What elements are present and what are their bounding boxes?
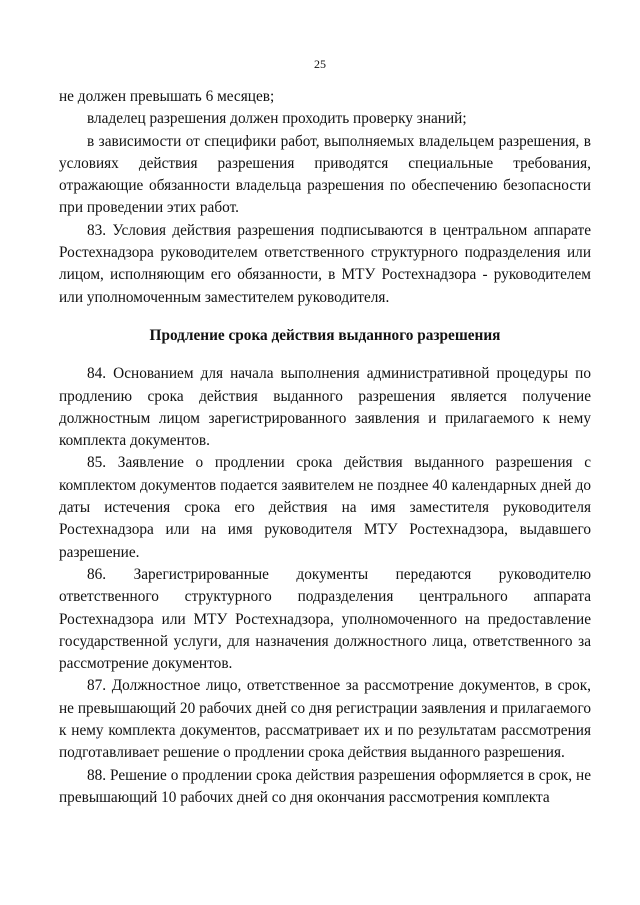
document-body — [59, 86, 591, 809]
page-number: 25 — [314, 57, 326, 71]
paragraph: 84. Основанием для начала выполнения административной процедуры по продлению срока действия выданного разрешения является получение должностным лицом зарегистрированного заявления и прилагаемого к нему комплекта документов. — [59, 365, 591, 450]
paragraph: 88. Решение о продлении срока действия разрешения оформляется в срок, не превышающий 10 рабочих дней со дня окончания рассмотрения комплекта — [59, 766, 591, 806]
paragraph: 83. Условия действия разрешения подписываются в центральном аппарате Ростехнадзора руководителем ответственного структурного подразделения или лицом, исполняющим его обязанности, в МТУ Ростехнадзора - руководителем или уполномоченным заместителем руководителя. — [59, 221, 591, 306]
paragraph: владелец разрешения должен проходить проверку знаний; — [87, 110, 467, 128]
paragraph: не должен превышать 6 месяцев; — [59, 88, 275, 105]
paragraph: в зависимости от специфики работ, выполняемых владельцем разрешения, в условиях действия разрешения приводятся специальные требования, отражающие обязанности владельца разрешения по обеспечению безопасности при проведении этих работ. — [59, 132, 591, 217]
paragraph: 87. Должностное лицо, ответственное за рассмотрение документов, в срок, не превышающий 20 рабочих дней со дня регистрации заявления и прилагаемого к нему комплекта документов, рассматривает их и по результатам рассмотрения подготавливает решение о продлении срока действия выданного разрешения. — [59, 677, 591, 762]
paragraph: 86. Зарегистрированные документы передаются руководителю ответственного структурного подразделения центрального аппарата Ростехнадзора или МТУ Ростехнадзора, уполномоченного на предоставление государственной услуги, для назначения должностного лица, ответственного за рассмотрение документов. — [59, 565, 591, 673]
section-heading: Продление срока действия выданного разрешения — [149, 326, 501, 344]
paragraph: 85. Заявление о продлении срока действия выданного разрешения с комплектом документов подается заявителем не позднее 40 календарных дней до даты истечения срока его действия на имя заместителя руководителя Ростехнадзора или на имя руководителя МТУ Ростехнадзора, выдавшего разрешение. — [59, 454, 591, 561]
